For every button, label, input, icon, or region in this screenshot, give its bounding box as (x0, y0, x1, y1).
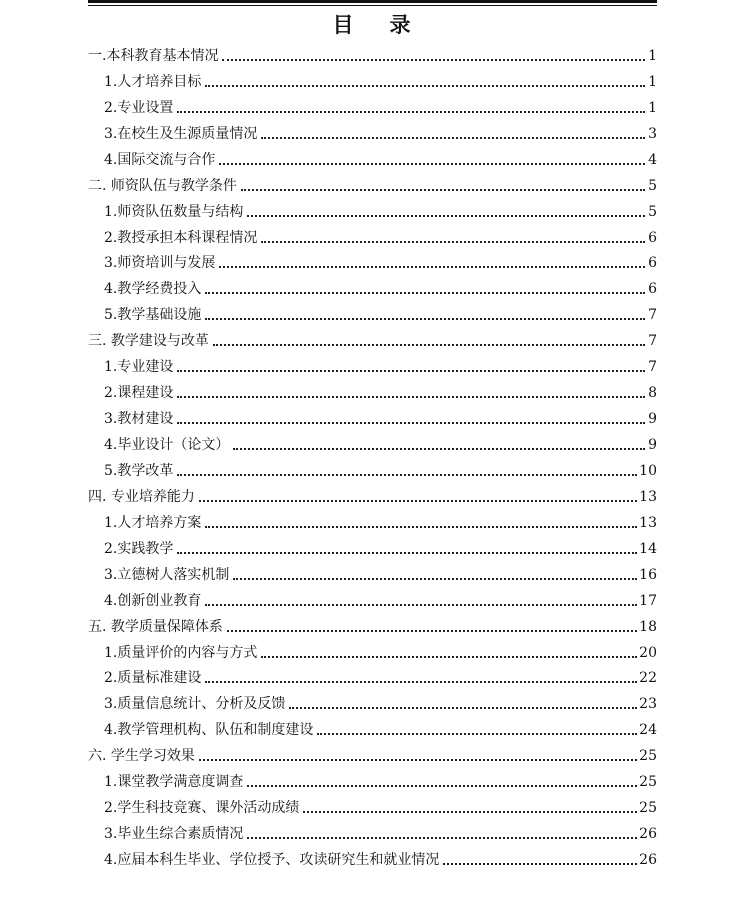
toc-entry-page-number: 7 (648, 307, 657, 324)
toc-dot-leader (303, 811, 637, 813)
toc-entry-label: 3.教材建设 (104, 411, 174, 428)
toc-dot-leader (233, 578, 637, 580)
toc-entry-page-number: 24 (639, 722, 657, 739)
toc-entry-label: 4.毕业设计（论文） (104, 437, 230, 453)
toc-entry-label: 1.质量评价的内容与方式 (104, 644, 258, 661)
toc-entry-page-number: 14 (639, 540, 657, 557)
toc-title-char-2: 录 (389, 12, 413, 37)
toc-entry-label: 2.课程建设 (104, 385, 174, 402)
toc-entry-label: 1.课堂教学满意度调查 (104, 774, 244, 791)
toc-dot-leader (222, 59, 645, 61)
toc-dot-leader (247, 215, 645, 217)
toc-entry-page-number: 5 (648, 203, 657, 220)
toc-entry-page-number: 5 (648, 177, 657, 194)
toc-entry-label: 一.本科教育基本情况 (88, 47, 219, 64)
toc-entry-label: 三. 教学建设与改革 (88, 333, 209, 350)
toc-entry-page-number: 6 (648, 255, 657, 272)
toc-subsection-entry[interactable] (88, 247, 657, 273)
toc-entry-label: 4.创新创业教育 (104, 592, 202, 609)
toc-entry-label: 3.立德树人落实机制 (104, 566, 230, 583)
toc-entry-page-number: 18 (639, 618, 657, 635)
toc-subsection-entry[interactable] (88, 221, 657, 247)
toc-entry-page-number: 13 (639, 514, 657, 531)
toc-dot-leader (247, 837, 637, 839)
table-of-contents (88, 39, 657, 869)
header-rule-thick (88, 0, 657, 3)
toc-dot-leader (177, 552, 637, 554)
toc-entry-label: 1.人才培养方案 (104, 514, 202, 531)
toc-entry-label: 5.教学改革 (104, 462, 174, 479)
toc-subsection-entry[interactable] (88, 765, 657, 791)
toc-dot-leader (177, 474, 637, 476)
toc-entry-page-number: 26 (639, 852, 657, 868)
toc-entry-page-number: 7 (648, 333, 657, 350)
toc-dot-leader (289, 707, 637, 709)
toc-entry-page-number: 26 (639, 826, 657, 843)
toc-entry-page-number: 10 (639, 462, 657, 479)
toc-entry-page-number: 25 (639, 774, 657, 791)
toc-entry-label: 3.在校生及生源质量情况 (104, 125, 258, 142)
toc-entry-page-number: 4 (648, 151, 657, 168)
toc-dot-leader (177, 370, 645, 372)
toc-dot-leader (205, 604, 637, 606)
toc-entry-label: 5.教学基础设施 (104, 307, 202, 324)
toc-dot-leader (261, 137, 645, 139)
toc-dot-leader (199, 500, 637, 502)
toc-entry-label: 二. 师资队伍与教学条件 (88, 177, 237, 194)
toc-entry-label: 1.人才培养目标 (104, 73, 202, 90)
toc-dot-leader (247, 785, 637, 787)
toc-entry-label: 3.质量信息统计、分析及反馈 (104, 696, 286, 713)
toc-entry-label: 3.毕业生综合素质情况 (104, 826, 244, 843)
toc-title (88, 9, 657, 39)
toc-subsection-entry[interactable] (88, 843, 657, 869)
toc-entry-page-number: 1 (648, 73, 657, 90)
toc-subsection-entry[interactable] (88, 532, 657, 558)
toc-entry-label: 四. 专业培养能力 (88, 488, 195, 505)
toc-subsection-entry[interactable] (88, 195, 657, 221)
toc-section-entry[interactable] (88, 39, 657, 65)
toc-dot-leader (443, 863, 637, 865)
toc-entry-page-number: 20 (639, 644, 657, 661)
toc-entry-page-number: 16 (639, 566, 657, 583)
toc-entry-page-number: 25 (639, 748, 657, 765)
toc-dot-leader (199, 759, 637, 761)
toc-entry-label: 六. 学生学习效果 (88, 748, 195, 765)
toc-dot-leader (261, 241, 645, 243)
toc-dot-leader (205, 292, 645, 294)
toc-subsection-entry[interactable] (88, 272, 657, 298)
toc-entry-page-number: 25 (639, 800, 657, 817)
toc-subsection-entry[interactable] (88, 65, 657, 91)
toc-subsection-entry[interactable] (88, 350, 657, 376)
toc-entry-page-number: 1 (648, 99, 657, 116)
toc-entry-label: 五. 教学质量保障体系 (88, 618, 223, 635)
toc-entry-label: 1.专业建设 (104, 359, 174, 376)
toc-entry-page-number: 1 (648, 47, 657, 64)
toc-entry-page-number: 9 (648, 437, 657, 453)
toc-subsection-entry[interactable] (88, 636, 657, 662)
toc-entry-label: 3.师资培训与发展 (104, 255, 216, 272)
toc-entry-page-number: 13 (639, 488, 657, 505)
toc-subsection-entry[interactable] (88, 687, 657, 713)
toc-entry-label: 2.实践教学 (104, 540, 174, 557)
toc-dot-leader (205, 526, 637, 528)
toc-subsection-entry[interactable] (88, 791, 657, 817)
toc-subsection-entry[interactable] (88, 376, 657, 402)
toc-entry-page-number: 3 (648, 125, 657, 142)
toc-entry-page-number: 9 (648, 411, 657, 428)
toc-entry-label: 4.教学经费投入 (104, 281, 202, 298)
toc-section-entry[interactable] (88, 480, 657, 506)
toc-dot-leader (177, 422, 645, 424)
toc-subsection-entry[interactable] (88, 428, 657, 454)
toc-section-entry[interactable] (88, 169, 657, 195)
toc-dot-leader (177, 396, 645, 398)
toc-entry-page-number: 22 (639, 670, 657, 687)
toc-subsection-entry[interactable] (88, 454, 657, 480)
toc-subsection-entry[interactable] (88, 91, 657, 117)
toc-entry-page-number: 8 (648, 385, 657, 402)
toc-section-entry[interactable] (88, 610, 657, 636)
toc-entry-page-number: 6 (648, 229, 657, 246)
toc-subsection-entry[interactable] (88, 584, 657, 610)
toc-entry-label: 2.质量标准建设 (104, 670, 202, 687)
toc-dot-leader (205, 85, 645, 87)
toc-dot-leader (213, 344, 645, 346)
toc-entry-label: 4.教学管理机构、队伍和制度建设 (104, 722, 314, 739)
toc-entry-page-number: 23 (639, 696, 657, 713)
toc-entry-label: 2.学生科技竞赛、课外活动成绩 (104, 800, 300, 817)
toc-dot-leader (205, 681, 637, 683)
toc-entry-page-number: 7 (648, 359, 657, 376)
toc-subsection-entry[interactable] (88, 298, 657, 324)
toc-entry-label: 2.教授承担本科课程情况 (104, 229, 258, 246)
toc-entry-page-number: 6 (648, 281, 657, 298)
toc-dot-leader (317, 733, 637, 735)
toc-entry-label: 2.专业设置 (104, 99, 174, 116)
toc-dot-leader (227, 630, 637, 632)
toc-subsection-entry[interactable] (88, 402, 657, 428)
toc-dot-leader (261, 656, 637, 658)
toc-entry-page-number: 17 (639, 592, 657, 609)
toc-section-entry[interactable] (88, 739, 657, 765)
toc-dot-leader (205, 318, 645, 320)
toc-entry-label: 1.师资队伍数量与结构 (104, 203, 244, 220)
toc-dot-leader (219, 266, 645, 268)
toc-dot-leader (177, 111, 645, 113)
toc-subsection-entry[interactable] (88, 817, 657, 843)
toc-subsection-entry[interactable] (88, 506, 657, 532)
header-rule-thin (88, 5, 657, 6)
toc-subsection-entry[interactable] (88, 713, 657, 739)
toc-section-entry[interactable] (88, 324, 657, 350)
toc-entry-label: 4.国际交流与合作 (104, 151, 216, 168)
toc-subsection-entry[interactable] (88, 662, 657, 688)
toc-dot-leader (241, 189, 645, 191)
toc-subsection-entry[interactable] (88, 558, 657, 584)
toc-title-char-1: 目 (332, 12, 356, 37)
toc-subsection-entry[interactable] (88, 143, 657, 169)
toc-dot-leader (219, 163, 645, 165)
toc-entry-label: 4.应届本科生毕业、学位授予、攻读研究生和就业情况 (104, 852, 440, 868)
toc-subsection-entry[interactable] (88, 117, 657, 143)
toc-dot-leader (233, 448, 645, 450)
